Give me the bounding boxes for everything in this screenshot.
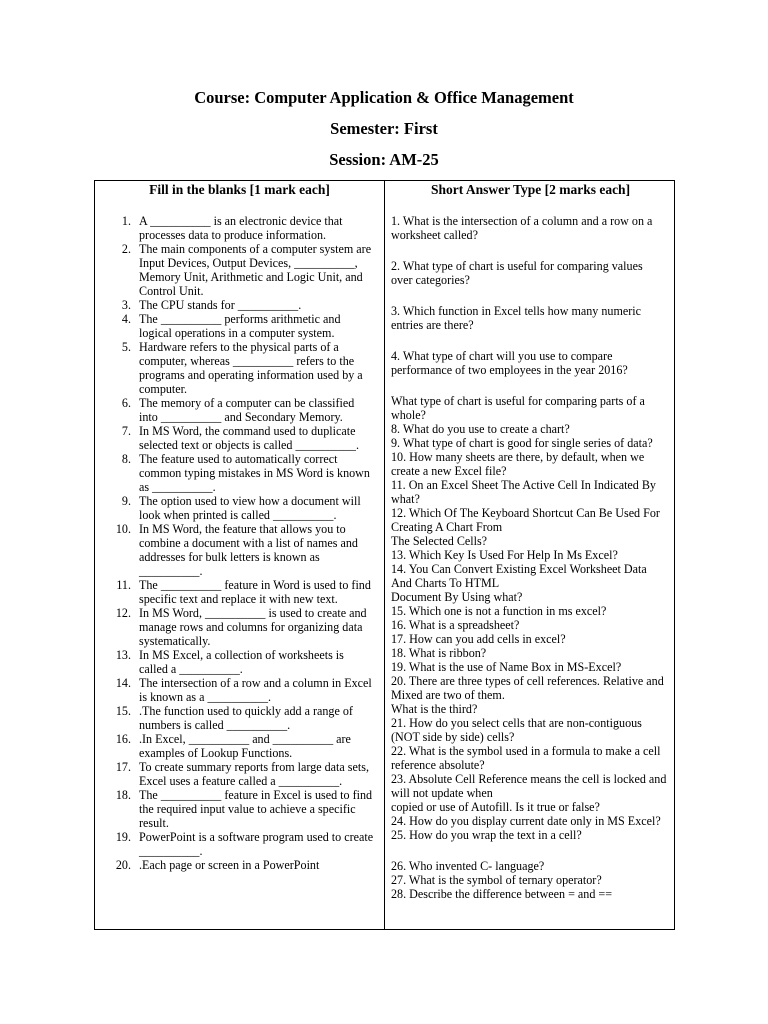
item-number: 6. <box>121 396 131 410</box>
item-text: To create summary reports from large data sets, Excel uses a feature called a __________. <box>139 760 369 788</box>
item-text: In MS Word, __________ is used to create and manage rows and columns for organizing data systematically. <box>139 606 367 648</box>
session-title: Session: AM-25 <box>329 150 439 169</box>
item-number: 19. <box>115 830 131 844</box>
short-answer-item: 16. What is a spreadsheet? <box>391 618 520 632</box>
item-text: The feature used to automatically correct common typing mistakes in MS Word is known as __________. <box>139 452 370 494</box>
column-divider <box>384 181 385 929</box>
fill-blank-item <box>95 788 384 830</box>
short-answer-item: 13. Which Key Is Used For Help In Ms Excel? <box>391 548 618 562</box>
item-number: 1. <box>121 214 131 228</box>
item-text: The intersection of a row and a column in Excel is known as a __________. <box>139 676 372 704</box>
fill-blank-item <box>95 760 384 788</box>
item-text: .The function used to quickly add a range of numbers is called __________. <box>139 704 353 732</box>
item-number: 15. <box>115 704 131 718</box>
item-text: Hardware refers to the physical parts of a computer, whereas __________ refers to the programs and operating information used by a computer. <box>139 340 363 396</box>
short-answer-item: 22. What is the symbol used in a formula to make a cell reference absolute? <box>391 744 661 772</box>
fill-blank-item <box>95 424 384 452</box>
item-number: 14. <box>115 676 131 690</box>
fill-blank-item <box>95 606 384 648</box>
item-number: 3. <box>121 298 131 312</box>
short-answer-item: 28. Describe the difference between = and == <box>391 887 613 901</box>
short-answer-item: 4. What type of chart will you use to compare performance of two employees in the year 2016? <box>391 349 628 377</box>
fill-blank-item <box>95 242 384 298</box>
item-text: .In Excel, __________ and __________ are examples of Lookup Functions. <box>139 732 351 760</box>
item-text: The memory of a computer can be classified into __________ and Secondary Memory. <box>139 396 355 424</box>
fill-blank-item <box>95 578 384 606</box>
item-text: The CPU stands for __________. <box>139 298 302 312</box>
fill-blank-item <box>95 452 384 494</box>
item-number: 20. <box>115 858 131 872</box>
fill-blank-item <box>95 340 384 396</box>
fill-blanks-list <box>95 214 384 872</box>
short-answer-item: 10. How many sheets are there, by default, when we create a new Excel file? <box>391 450 645 478</box>
fill-blank-item <box>95 298 384 312</box>
short-answer-item: 24. How do you display current date only in MS Excel? <box>391 814 661 828</box>
item-text: The __________ feature in Excel is used to find the required input value to achieve a specific result. <box>139 788 373 830</box>
short-answer-item: 15. Which one is not a function in ms excel? <box>391 604 607 618</box>
item-text: The option used to view how a document will look when printed is called __________. <box>139 494 361 522</box>
question-table <box>94 180 675 930</box>
short-answer-item: 18. What is ribbon? <box>391 646 487 660</box>
short-answer-item: 1. What is the intersection of a column and a row on a worksheet called? <box>391 214 653 242</box>
short-answer-item: 21. How do you select cells that are non-contiguous (NOT side by side) cells? <box>391 716 642 744</box>
item-text: The __________ performs arithmetic and logical operations in a computer system. <box>139 312 341 340</box>
short-answer-item: 3. Which function in Excel tells how many numeric entries are there? <box>391 304 641 332</box>
fill-blank-item <box>95 732 384 760</box>
item-number: 17. <box>115 760 131 774</box>
short-answer-item: 20. There are three types of cell references. Relative and Mixed are two of them. What is the third? <box>391 674 664 716</box>
fill-blank-item <box>95 830 384 858</box>
fill-blanks-heading: Fill in the blanks [1 mark each] <box>149 182 330 197</box>
item-text: PowerPoint is a software program used to create __________. <box>139 830 374 858</box>
item-text: In MS Word, the feature that allows you to combine a document with a list of names and addresses for bulk letters is known as __________. <box>139 522 358 578</box>
item-text: The __________ feature in Word is used to find specific text and replace it with new text. <box>139 578 371 606</box>
item-number: 5. <box>121 340 131 354</box>
item-text: The main components of a computer system are Input Devices, Output Devices, __________, Memory Unit, Arithmetic and Logic Unit, and Control Unit. <box>139 242 372 298</box>
fill-blank-item <box>95 676 384 704</box>
item-number: 16. <box>115 732 131 746</box>
fill-blank-item <box>95 396 384 424</box>
short-answer-item: 25. How do you wrap the text in a cell? <box>391 828 582 842</box>
item-number: 2. <box>121 242 131 256</box>
short-answer-item: 2. What type of chart is useful for comparing values over categories? <box>391 259 643 287</box>
short-answer-item: 12. Which Of The Keyboard Shortcut Can Be Used For Creating A Chart From The Selected Cells? <box>391 506 660 548</box>
fill-blank-item <box>95 494 384 522</box>
fill-blank-item <box>95 858 384 872</box>
short-answer-item: 17. How can you add cells in excel? <box>391 632 566 646</box>
fill-blank-item <box>95 522 384 578</box>
fill-blank-item <box>95 648 384 676</box>
fill-blank-item <box>95 214 384 242</box>
item-number: 11. <box>116 578 131 592</box>
item-text: .Each page or screen in a PowerPoint <box>139 858 320 872</box>
item-text: In MS Word, the command used to duplicate selected text or objects is called __________. <box>139 424 359 452</box>
short-answer-list <box>391 214 667 901</box>
short-answer-heading: Short Answer Type [2 marks each] <box>430 182 631 197</box>
short-answer-item: 14. You Can Convert Existing Excel Worksheet Data And Charts To HTML Document By Using what? <box>391 562 647 604</box>
item-number: 8. <box>121 452 131 466</box>
semester-title: Semester: First <box>330 119 438 138</box>
item-number: 10. <box>115 522 131 536</box>
short-answer-item: 19. What is the use of Name Box in MS-Excel? <box>391 660 622 674</box>
short-answer-item: 23. Absolute Cell Reference means the cell is locked and will not update when copied or use of Autofill. Is it true or false? <box>391 772 667 814</box>
short-answer-item: 8. What do you use to create a chart? <box>391 422 570 436</box>
item-number: 4. <box>121 312 131 326</box>
short-answer-item: 26. Who invented C- language? <box>391 859 545 873</box>
short-answer-item: 11. On an Excel Sheet The Active Cell In Indicated By what? <box>391 478 656 506</box>
item-text: In MS Excel, a collection of worksheets is called a __________. <box>139 648 344 676</box>
item-number: 12. <box>115 606 131 620</box>
item-number: 9. <box>121 494 131 508</box>
short-answer-item: What type of chart is useful for comparing parts of a whole? <box>391 394 645 422</box>
short-answer-item: 9. What type of chart is good for single series of data? <box>391 436 653 450</box>
short-answer-item: 27. What is the symbol of ternary operator? <box>391 873 602 887</box>
item-text: A __________ is an electronic device that processes data to produce information. <box>139 214 343 242</box>
course-title: Course: Computer Application & Office Management <box>194 88 574 107</box>
item-number: 18. <box>115 788 131 802</box>
fill-blank-item <box>95 704 384 732</box>
item-number: 13. <box>115 648 131 662</box>
fill-blank-item <box>95 312 384 340</box>
item-number: 7. <box>121 424 131 438</box>
